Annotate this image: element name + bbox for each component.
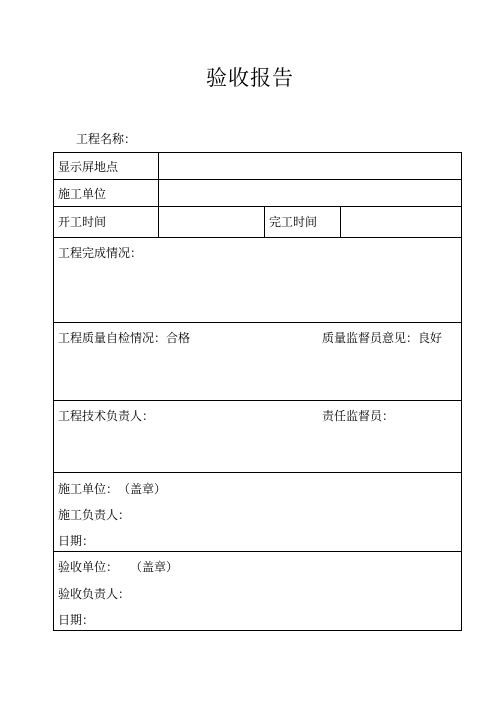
- table-line: [53, 551, 462, 552]
- builder-date-label: 日期：: [58, 534, 95, 548]
- table-line: [158, 152, 159, 238]
- completion-status-label: 工程完成情况：: [58, 246, 143, 260]
- report-title: 验收报告: [206, 66, 294, 90]
- table-line: [264, 206, 265, 238]
- supervisor-opinion-label: 质量监督员意见：良好: [322, 331, 443, 345]
- acceptance-lead-label: 验收负责人：: [58, 587, 131, 601]
- builder-lead-label: 施工负责人：: [58, 508, 131, 522]
- responsible-supervisor-label: 责任监督员：: [322, 409, 395, 423]
- table-line: [53, 237, 462, 238]
- table-line: [53, 206, 462, 207]
- acceptance-unit-label: 验收单位： （盖章）: [58, 560, 179, 574]
- table-line: [53, 472, 462, 473]
- start-time-label: 开工时间: [58, 215, 107, 229]
- table-line: [53, 400, 462, 401]
- table-line: [53, 152, 54, 631]
- table-line: [53, 179, 462, 180]
- acceptance-date-label: 日期：: [58, 613, 95, 627]
- table-line: [53, 322, 462, 323]
- table-line: [461, 152, 462, 631]
- builder-unit-label: 施工单位： （盖章）: [58, 482, 167, 496]
- construction-unit-label: 施工单位: [58, 187, 107, 201]
- table-line: [53, 152, 462, 153]
- project-name-label: 工程名称：: [76, 132, 137, 146]
- quality-self-check-label: 工程质量自检情况：合格: [58, 331, 191, 345]
- table-line: [340, 206, 341, 238]
- table-line: [53, 630, 462, 631]
- technical-lead-label: 工程技术负责人：: [58, 409, 155, 423]
- end-time-label: 完工时间: [269, 215, 318, 229]
- display-location-label: 显示屏地点: [58, 160, 119, 174]
